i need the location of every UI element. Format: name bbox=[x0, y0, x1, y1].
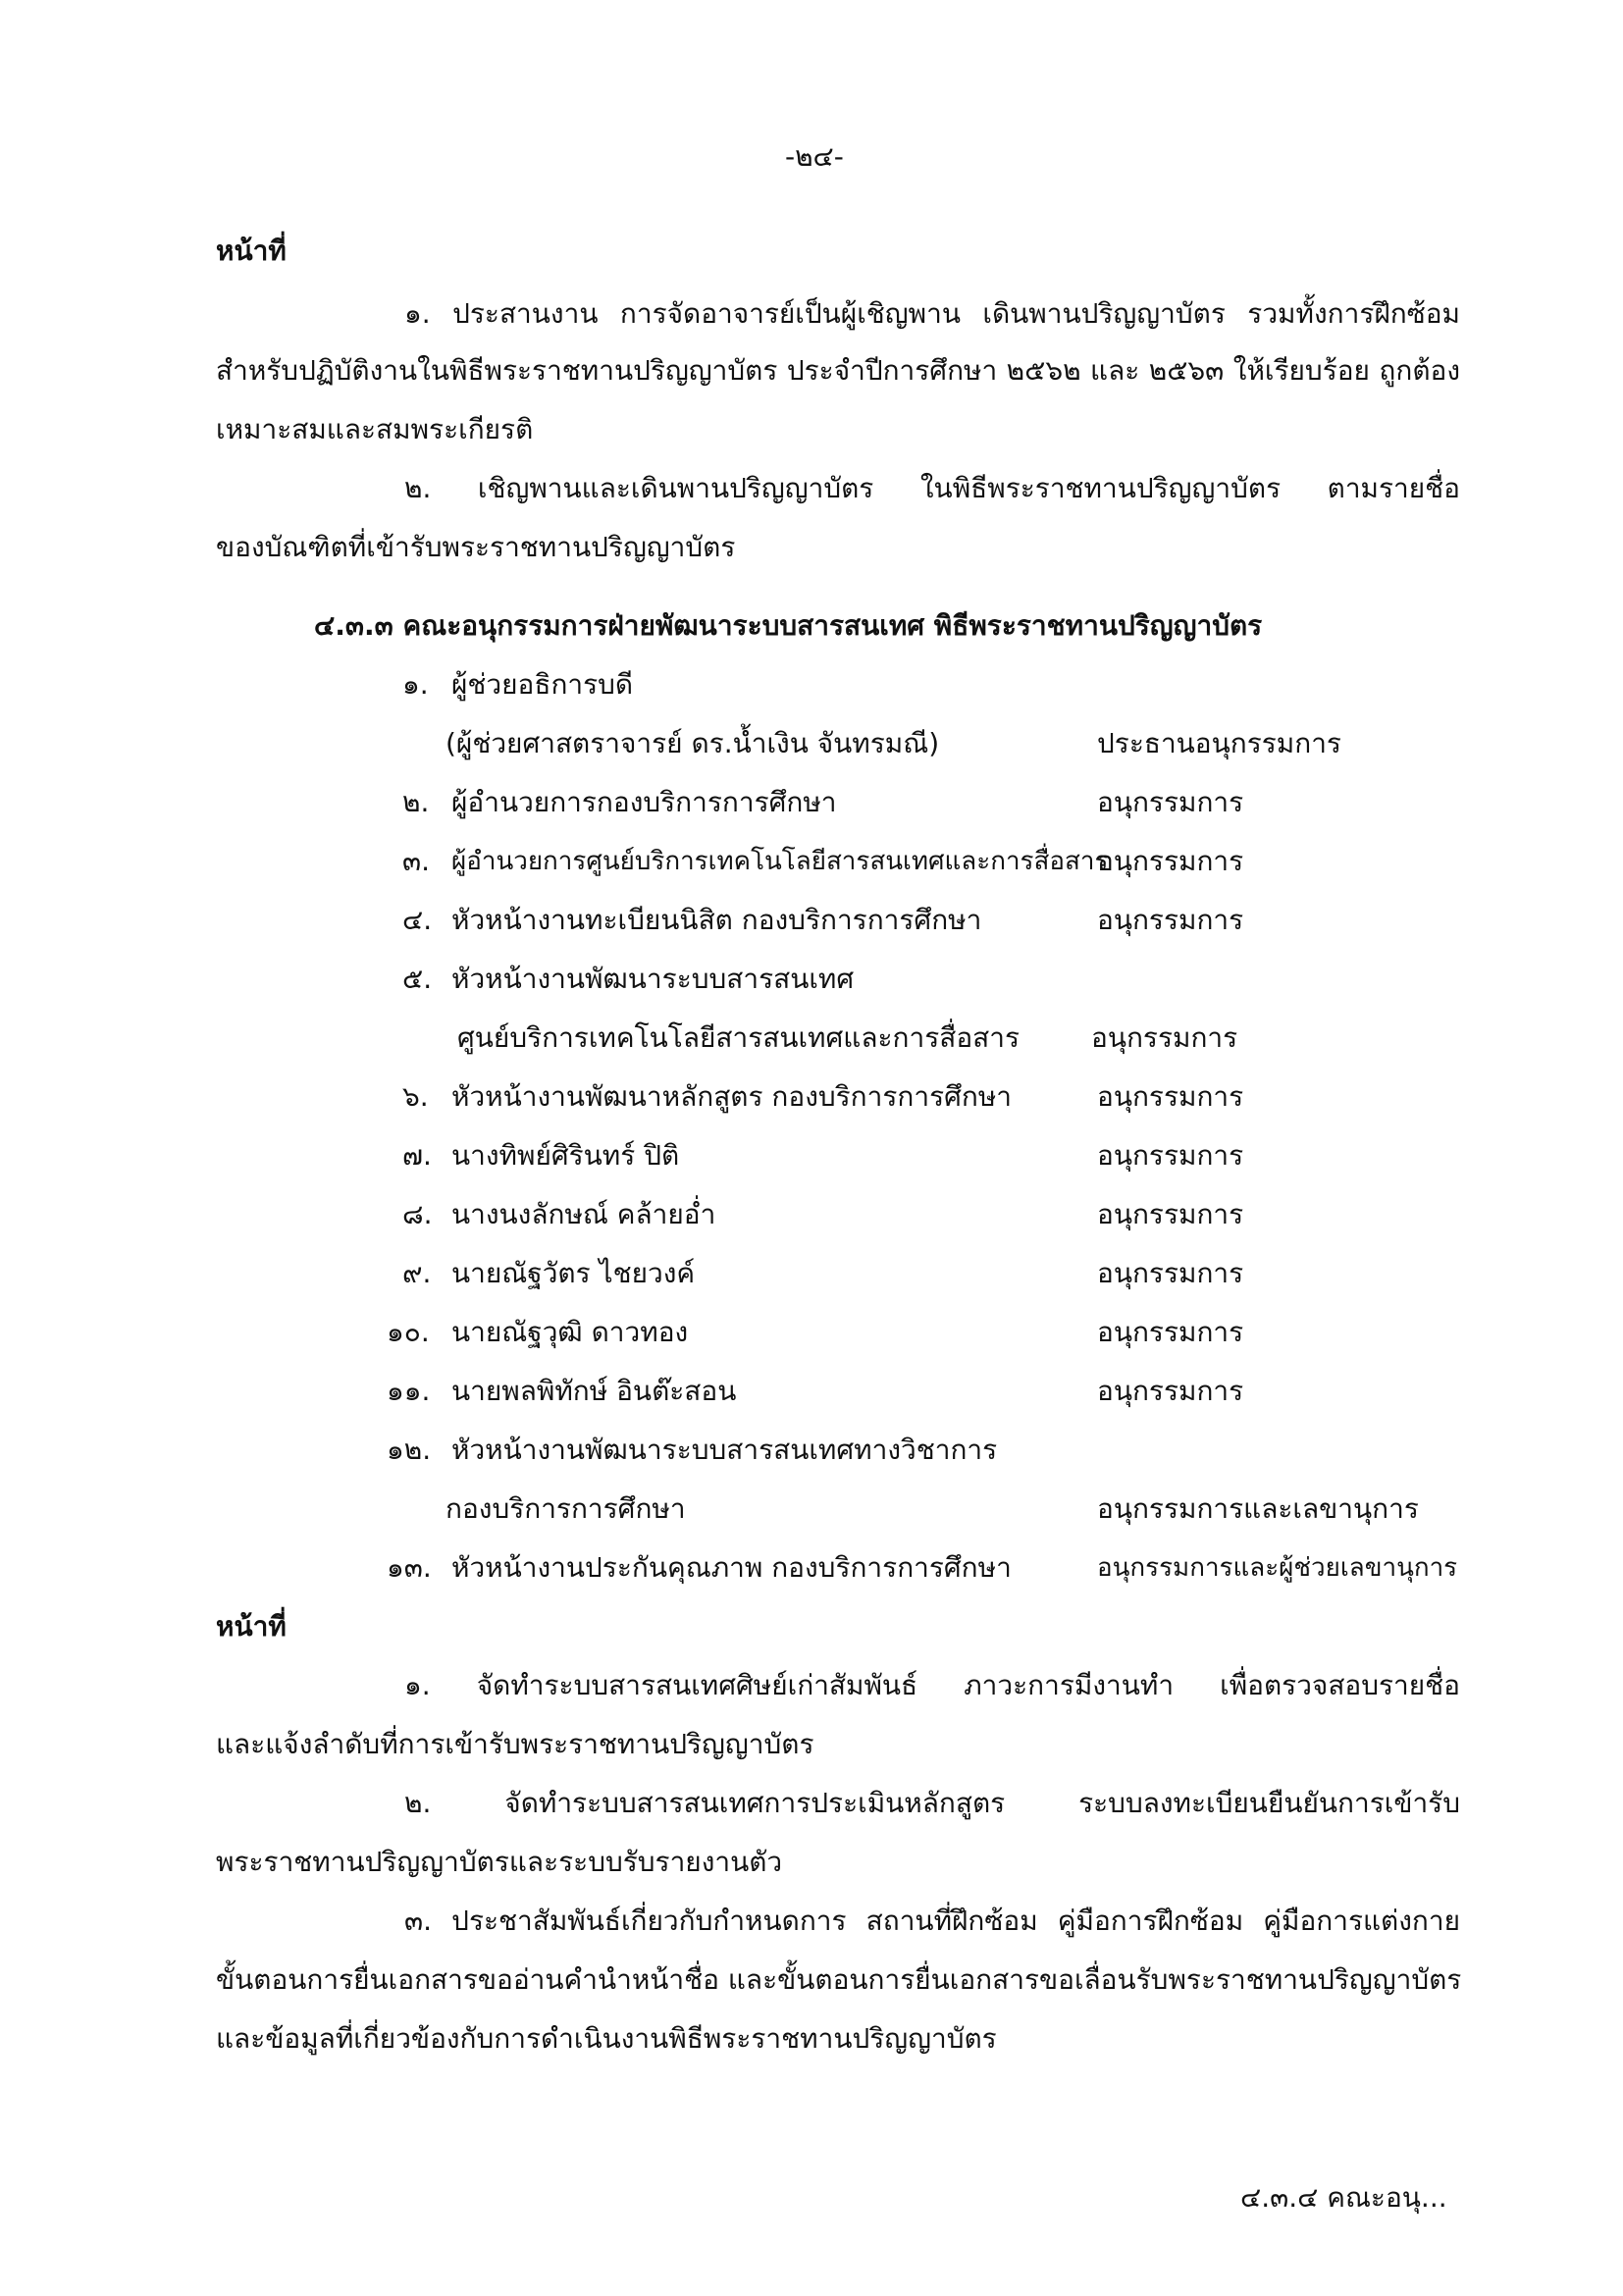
member-role: อนุกรรมการ bbox=[1097, 1080, 1244, 1113]
member-role: อนุกรรมการ bbox=[1097, 1316, 1244, 1348]
member-role: อนุกรรมการ bbox=[1097, 1257, 1244, 1289]
member-name: นางทิพย์ศิรินทร์ ปิติ bbox=[451, 1139, 680, 1172]
member-role: อนุกรรมการ bbox=[1097, 904, 1244, 936]
member-number: ๘. bbox=[402, 1198, 433, 1230]
member-name: ผู้อำนวยการกองบริการการศึกษา bbox=[451, 786, 837, 818]
member-name: นางนงลักษณ์ คล้ายอ่ำ bbox=[451, 1198, 716, 1230]
member-number: ๒. bbox=[402, 786, 430, 818]
member-name: ผู้อำนวยการศูนย์บริการเทคโนโลยีสารสนเทศและการสื่อสาร bbox=[451, 847, 1109, 876]
duty-line: ๒. จัดทำระบบสารสนเทศการประเมินหลักสูตร ระบบลงทะเบียนยืนยันการเข้ารับ bbox=[404, 1787, 1460, 1819]
member-role: อนุกรรมการ bbox=[1097, 1139, 1244, 1172]
member-number: ๑. bbox=[402, 668, 429, 701]
member-role: อนุกรรมการ bbox=[1097, 786, 1244, 818]
duty-line: ขั้นตอนการยื่นเอกสารขออ่านคำนำหน้าชื่อ และขั้นตอนการยื่นเอกสารขอเลื่อนรับพระราชทานปริญญาบัตร bbox=[216, 1963, 1462, 1996]
member-name: นายณัฐวุฒิ ดาวทอง bbox=[451, 1316, 689, 1348]
duty-line: พระราชทานปริญญาบัตรและระบบรับรายงานตัว bbox=[216, 1846, 783, 1878]
member-role: อนุกรรมการ bbox=[1091, 1021, 1238, 1054]
member-role: อนุกรรมการ bbox=[1097, 1375, 1244, 1407]
member-number: ๑๒. bbox=[387, 1434, 432, 1466]
member-name: หัวหน้างานพัฒนาหลักสูตร กองบริการการศึกษา bbox=[451, 1080, 1013, 1113]
member-role: อนุกรรมการ bbox=[1097, 1198, 1244, 1230]
member-role: ประธานอนุกรรมการ bbox=[1097, 727, 1341, 759]
member-number: ๙. bbox=[402, 1257, 432, 1289]
member-name: หัวหน้างานประกันคุณภาพ กองบริการการศึกษา bbox=[451, 1551, 1012, 1584]
member-name: กองบริการการศึกษา bbox=[445, 1492, 686, 1525]
duty-line: ๒. เชิญพานและเดินพานปริญญาบัตร ในพิธีพระราชทานปริญญาบัตร ตามรายชื่อ bbox=[404, 472, 1460, 504]
member-role: อนุกรรมการและเลขานุการ bbox=[1097, 1492, 1419, 1525]
member-number: ๕. bbox=[402, 963, 433, 995]
member-number: ๑๐. bbox=[387, 1316, 430, 1348]
duty-line: สำหรับปฏิบัติงานในพิธีพระราชทานปริญญาบัตร ประจำปีการศึกษา ๒๕๖๒ และ ๒๕๖๓ ให้เรียบร้อย ถูกต้อง bbox=[216, 354, 1460, 387]
duty-line: ๓. ประชาสัมพันธ์เกี่ยวกับกำหนดการ สถานที่ฝึกซ้อม คู่มือการฝึกซ้อม คู่มือการแต่งกาย bbox=[404, 1905, 1460, 1937]
member-number: ๓. bbox=[402, 845, 431, 877]
member-name: นายณัฐวัตร ไชยวงค์ bbox=[451, 1257, 696, 1289]
duty-line: และข้อมูลที่เกี่ยวข้องกับการดำเนินงานพิธีพระราชทานปริญญาบัตร bbox=[216, 2022, 997, 2055]
member-name: หัวหน้างานทะเบียนนิสิต กองบริการการศึกษา bbox=[451, 904, 982, 936]
member-name: ศูนย์บริการเทคโนโลยีสารสนเทศและการสื่อสาร bbox=[457, 1021, 1020, 1054]
section-heading-duties: หน้าที่ bbox=[216, 235, 287, 267]
member-name: หัวหน้างานพัฒนาระบบสารสนเทศ bbox=[451, 963, 855, 995]
member-number: ๔. bbox=[402, 904, 433, 936]
member-role: อนุกรรมการ bbox=[1097, 845, 1244, 877]
member-name: ผู้ช่วยอธิการบดี bbox=[451, 668, 634, 701]
member-number: ๑๓. bbox=[387, 1551, 432, 1584]
member-number: ๑๑. bbox=[387, 1375, 431, 1407]
member-name: หัวหน้างานพัฒนาระบบสารสนเทศทางวิชาการ bbox=[451, 1434, 998, 1466]
continuation-footer: ๔.๓.๔ คณะอนุ... bbox=[1240, 2181, 1447, 2214]
section-heading-duties: หน้าที่ bbox=[216, 1610, 287, 1643]
committee-title: ๔.๓.๓ คณะอนุกรรมการฝ่ายพัฒนาระบบสารสนเทศ พิธีพระราชทานปริญญาบัตร bbox=[314, 609, 1263, 642]
member-role: อนุกรรมการและผู้ช่วยเลขานุการ bbox=[1097, 1553, 1458, 1583]
member-number: ๖. bbox=[402, 1080, 429, 1113]
duty-line: ๑. ประสานงาน การจัดอาจารย์เป็นผู้เชิญพาน เดินพานปริญญาบัตร รวมทั้งการฝึกซ้อม bbox=[404, 297, 1460, 330]
member-name: (ผู้ช่วยศาสตราจารย์ ดร.น้ำเงิน จันทรมณี) bbox=[445, 727, 940, 759]
page-number: -๒๔- bbox=[785, 140, 844, 173]
duty-line: ๑. จัดทำระบบสารสนเทศศิษย์เก่าสัมพันธ์ ภาวะการมีงานทำ เพื่อตรวจสอบรายชื่อ bbox=[404, 1669, 1460, 1701]
duty-line: เหมาะสมและสมพระเกียรติ bbox=[216, 413, 534, 445]
member-name: นายพลพิทักษ์ อินต๊ะสอน bbox=[451, 1375, 737, 1407]
duty-line: และแจ้งลำดับที่การเข้ารับพระราชทานปริญญาบัตร bbox=[216, 1728, 814, 1760]
duty-line: ของบัณฑิตที่เข้ารับพระราชทานปริญญาบัตร bbox=[216, 531, 736, 563]
member-number: ๗. bbox=[402, 1139, 432, 1172]
